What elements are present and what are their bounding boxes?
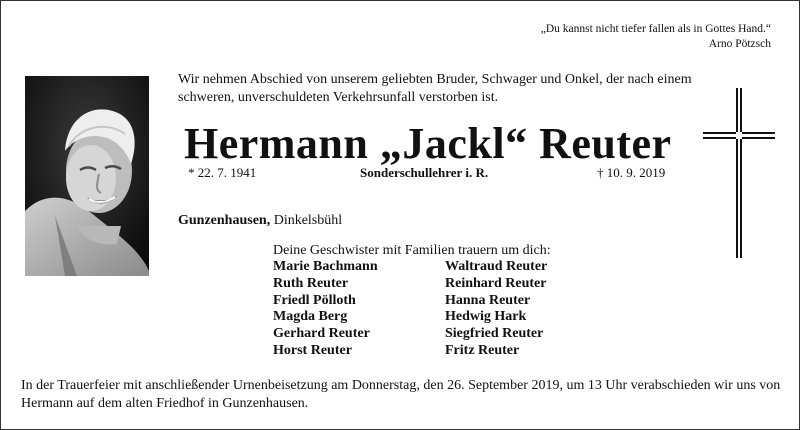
mourner-name: Horst Reuter xyxy=(273,342,352,358)
place-line xyxy=(178,212,342,230)
portrait-photo xyxy=(25,76,149,276)
mourner-name: Ruth Reuter xyxy=(273,275,349,291)
mourners-intro: Deine Geschwister mit Familien trauern um dich: xyxy=(273,243,551,258)
mourner-name: Hanna Reuter xyxy=(445,292,531,308)
mourner-name: Gerhard Reuter xyxy=(273,326,370,342)
cross-icon xyxy=(703,88,775,258)
mourner-name: Siegfried Reuter xyxy=(445,326,544,342)
place-primary: Gunzenhausen, xyxy=(178,213,271,228)
profession: Sonderschullehrer i. R. xyxy=(360,165,489,180)
mourner-name: Hedwig Hark xyxy=(445,309,527,325)
mourner-name: Waltraud Reuter xyxy=(445,259,548,274)
mourner-name: Marie Bachmann xyxy=(273,259,378,274)
birth-date: * 22. 7. 1941 xyxy=(188,165,257,180)
mourners-left-column xyxy=(273,259,378,360)
mourner-name: Magda Berg xyxy=(273,309,348,325)
quote-text: „Du kannst nicht tiefer fallen als in Gottes Hand.“ xyxy=(540,23,771,35)
mourners-right-column xyxy=(445,259,547,360)
portrait-image xyxy=(25,76,149,276)
deceased-name: Hermann „Jackl“ Reuter xyxy=(184,119,672,168)
quote-author: Arno Pötzsch xyxy=(708,38,771,50)
mourner-name: Reinhard Reuter xyxy=(445,275,547,291)
intro-text: Wir nehmen Abschied von unserem geliebten Bruder, Schwager und Onkel, der nach einem schweren, unverschuldeten Verkehrsunfall verstorben ist. xyxy=(178,72,692,105)
place-secondary: Dinkelsbühl xyxy=(270,213,343,228)
death-date: † 10. 9. 2019 xyxy=(597,165,666,180)
mourner-name: Fritz Reuter xyxy=(445,342,520,358)
quote-block xyxy=(541,22,771,52)
mourner-name: Friedl Pölloth xyxy=(273,292,356,308)
ceremony-text: In der Trauerfeier mit anschließender Urnenbeisetzung am Donnerstag, den 26. September 2019, um 13 Uhr verabschieden wir uns von Hermann auf dem alten Friedhof in Gunzenhausen. xyxy=(21,378,781,411)
